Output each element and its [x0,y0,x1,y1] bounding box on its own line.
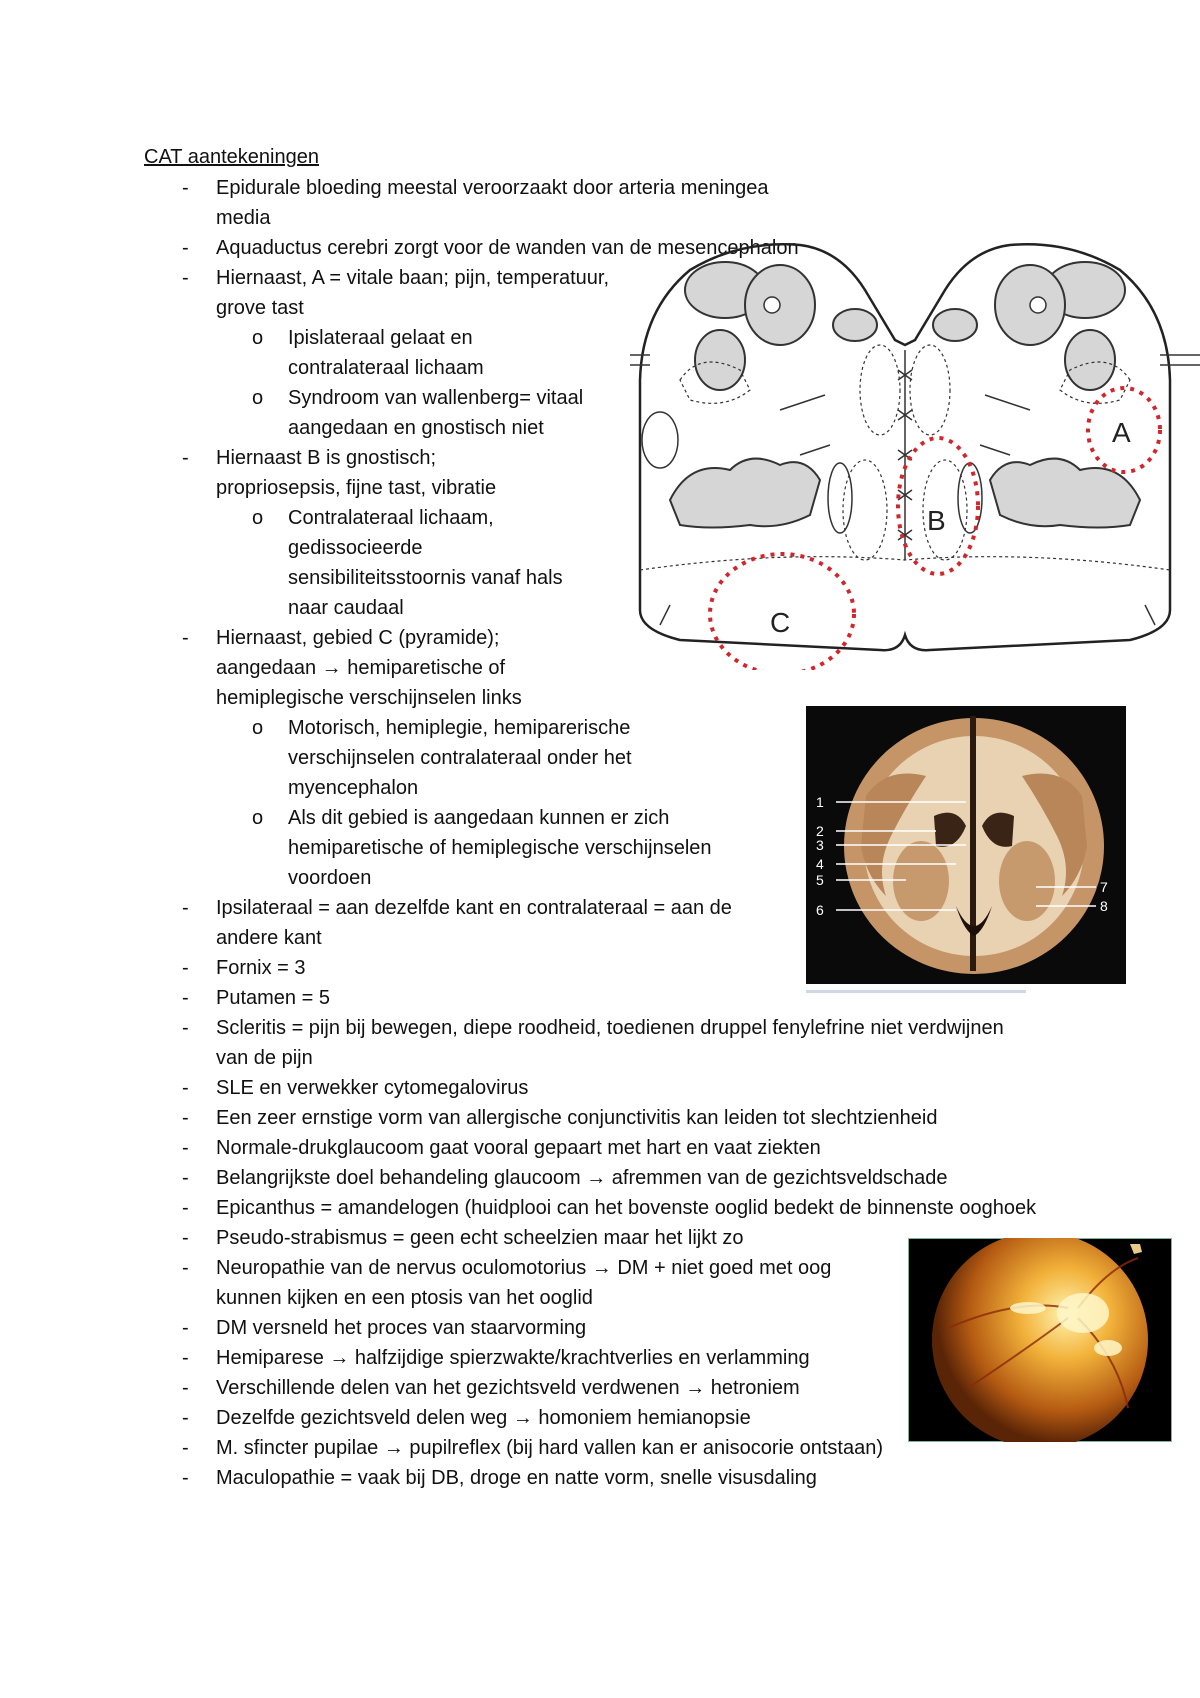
source-caption [806,982,1026,988]
dash-marker: - [182,957,189,979]
dash-marker: - [182,1227,189,1249]
list-item-text: DM versneld het proces van staarvorming [216,1317,587,1339]
list-item-text: Fornix = 3 [216,957,306,979]
dash-marker: - [182,987,189,1009]
dash-marker: - [182,1257,189,1279]
list-item-text: Epidurale bloeding meestal veroorzaakt door arteria meningea media [216,177,769,229]
brain-section-svg [806,706,1126,984]
list-item-text: Belangrijkste doel behandeling glaucoom → afremmen van de gezichtsveldschade [216,1167,948,1189]
brain-label-6: 6 [816,902,824,918]
dash-marker: - [182,447,189,469]
list-item [0,1133,1066,1163]
region-label-b: B [927,505,946,536]
brain-label-2: 2 [816,823,824,839]
dash-marker: - [182,1467,189,1489]
bullet-marker: o [252,507,264,529]
dash-marker: - [182,1317,189,1339]
dash-marker: - [182,177,189,199]
page-title: CAT aantekeningen [144,146,319,168]
dash-marker: - [182,1137,189,1159]
dash-marker: - [182,267,189,289]
fundus-photo [908,1238,1172,1442]
list-item-text: Normale-drukglaucoom gaat vooral gepaart met hart en vaat ziekten [216,1137,821,1159]
brain-label-5: 5 [816,872,824,888]
list-item [0,173,1066,233]
dash-marker: - [182,1407,189,1429]
sub-list-item-text: Contralateraal lichaam, gedissocieerde sensibiliteitsstoornis vanaf hals naar caudaal [288,507,563,619]
caption-blur-svg [806,989,1026,995]
list-item [0,1463,1066,1493]
dash-marker: - [182,1377,189,1399]
list-item [0,1343,1066,1373]
list-item-text: Neuropathie van de nervus oculomotorius → DM + niet goed met oog kunnen kijken en een ptosis van het ooglid [216,1257,832,1309]
list-item-text: Hiernaast B is gnostisch; propriosepsis, fijne tast, vibratie [216,447,497,499]
dash-marker: - [182,1167,189,1189]
list-item [0,1223,1066,1253]
list-item [0,1163,1066,1193]
list-item [0,1433,1066,1463]
list-item-text: Dezelfde gezichtsveld delen weg → homoniem hemianopsie [216,1407,751,1429]
dash-marker: - [182,237,189,259]
list-item-text: M. sfincter pupilae → pupilreflex (bij hard vallen kan er anisocorie ontstaan) [216,1437,884,1459]
brain-label-8: 8 [1100,898,1108,914]
sub-list-item-text: Ipislateraal gelaat en contralateraal lichaam [288,327,484,379]
list-item [0,1013,1066,1073]
dash-marker: - [182,1437,189,1459]
list-item [0,1403,1066,1433]
bullet-marker: o [252,807,264,829]
list-item [0,1193,1066,1223]
sub-list-item-text: Syndroom van wallenberg= vitaal aangedaan en gnostisch niet [288,387,584,439]
list-item [0,1073,1066,1103]
list-item [0,1103,1066,1133]
brain-label-3: 3 [816,837,824,853]
list-item [0,1373,1066,1403]
dash-marker: - [182,1017,189,1039]
list-item-text: Epicanthus = amandelogen (huidplooi can het bovenste ooglid bedekt de binnenste ooghoek [216,1197,1037,1219]
list-item-text: Verschillende delen van het gezichtsveld verdwenen → hetroniem [216,1377,800,1399]
bullet-marker: o [252,327,264,349]
dash-marker: - [182,897,189,919]
region-label-a: A [1112,417,1131,448]
bullet-marker: o [252,387,264,409]
list-item [0,1313,1066,1343]
brain-section-photo [806,706,1126,984]
medulla-diagram [630,230,1200,670]
sub-list-item-text: Motorisch, hemiplegie, hemiparerische verschijnselen contralateraal onder het myencephalon [288,717,632,799]
list-item-text: Ipsilateraal = aan dezelfde kant en contralateraal = aan de andere kant [216,897,732,949]
list-item-text: Putamen = 5 [216,987,330,1009]
dash-marker: - [182,1107,189,1129]
brain-label-1: 1 [816,794,824,810]
list-item-text: Hiernaast, A = vitale baan; pijn, temperatuur, grove tast [216,267,610,319]
list-item-text: Hiernaast, gebied C (pyramide); aangedaan → hemiparetische of hemiplegische verschijnselen links [216,627,522,709]
list-item-text: Hemiparese → halfzijdige spierzwakte/krachtverlies en verlamming [216,1347,810,1369]
bullet-marker: o [252,717,264,739]
list-item-text: Een zeer ernstige vorm van allergische conjunctivitis kan leiden tot slechtzienheid [216,1107,938,1129]
brain-label-4: 4 [816,856,824,872]
brain-label-7: 7 [1100,879,1108,895]
fundus-svg [908,1238,1172,1442]
list-item-text: Scleritis = pijn bij bewegen, diepe roodheid, toedienen druppel fenylefrine niet verdwijnen van de pijn [216,1017,1004,1069]
region-label-c: C [770,607,791,638]
dash-marker: - [182,1077,189,1099]
list-item-text: SLE en verwekker cytomegalovirus [216,1077,529,1099]
list-item [0,1253,1066,1313]
list-item-text: Pseudo-strabismus = geen echt scheelzien maar het lijkt zo [216,1227,744,1249]
sub-list-item-text: Als dit gebied is aangedaan kunnen er zich hemiparetische of hemiplegische verschijnselen voordoen [288,807,712,889]
dash-marker: - [182,627,189,649]
list-item-text: Maculopathie = vaak bij DB, droge en natte vorm, snelle visusdaling [216,1467,817,1489]
dash-marker: - [182,1197,189,1219]
list-item-text: Aquaductus cerebri zorgt voor de wanden van de mesencephalon [216,237,799,259]
dash-marker: - [182,1347,189,1369]
medulla-diagram-svg [630,230,1200,670]
